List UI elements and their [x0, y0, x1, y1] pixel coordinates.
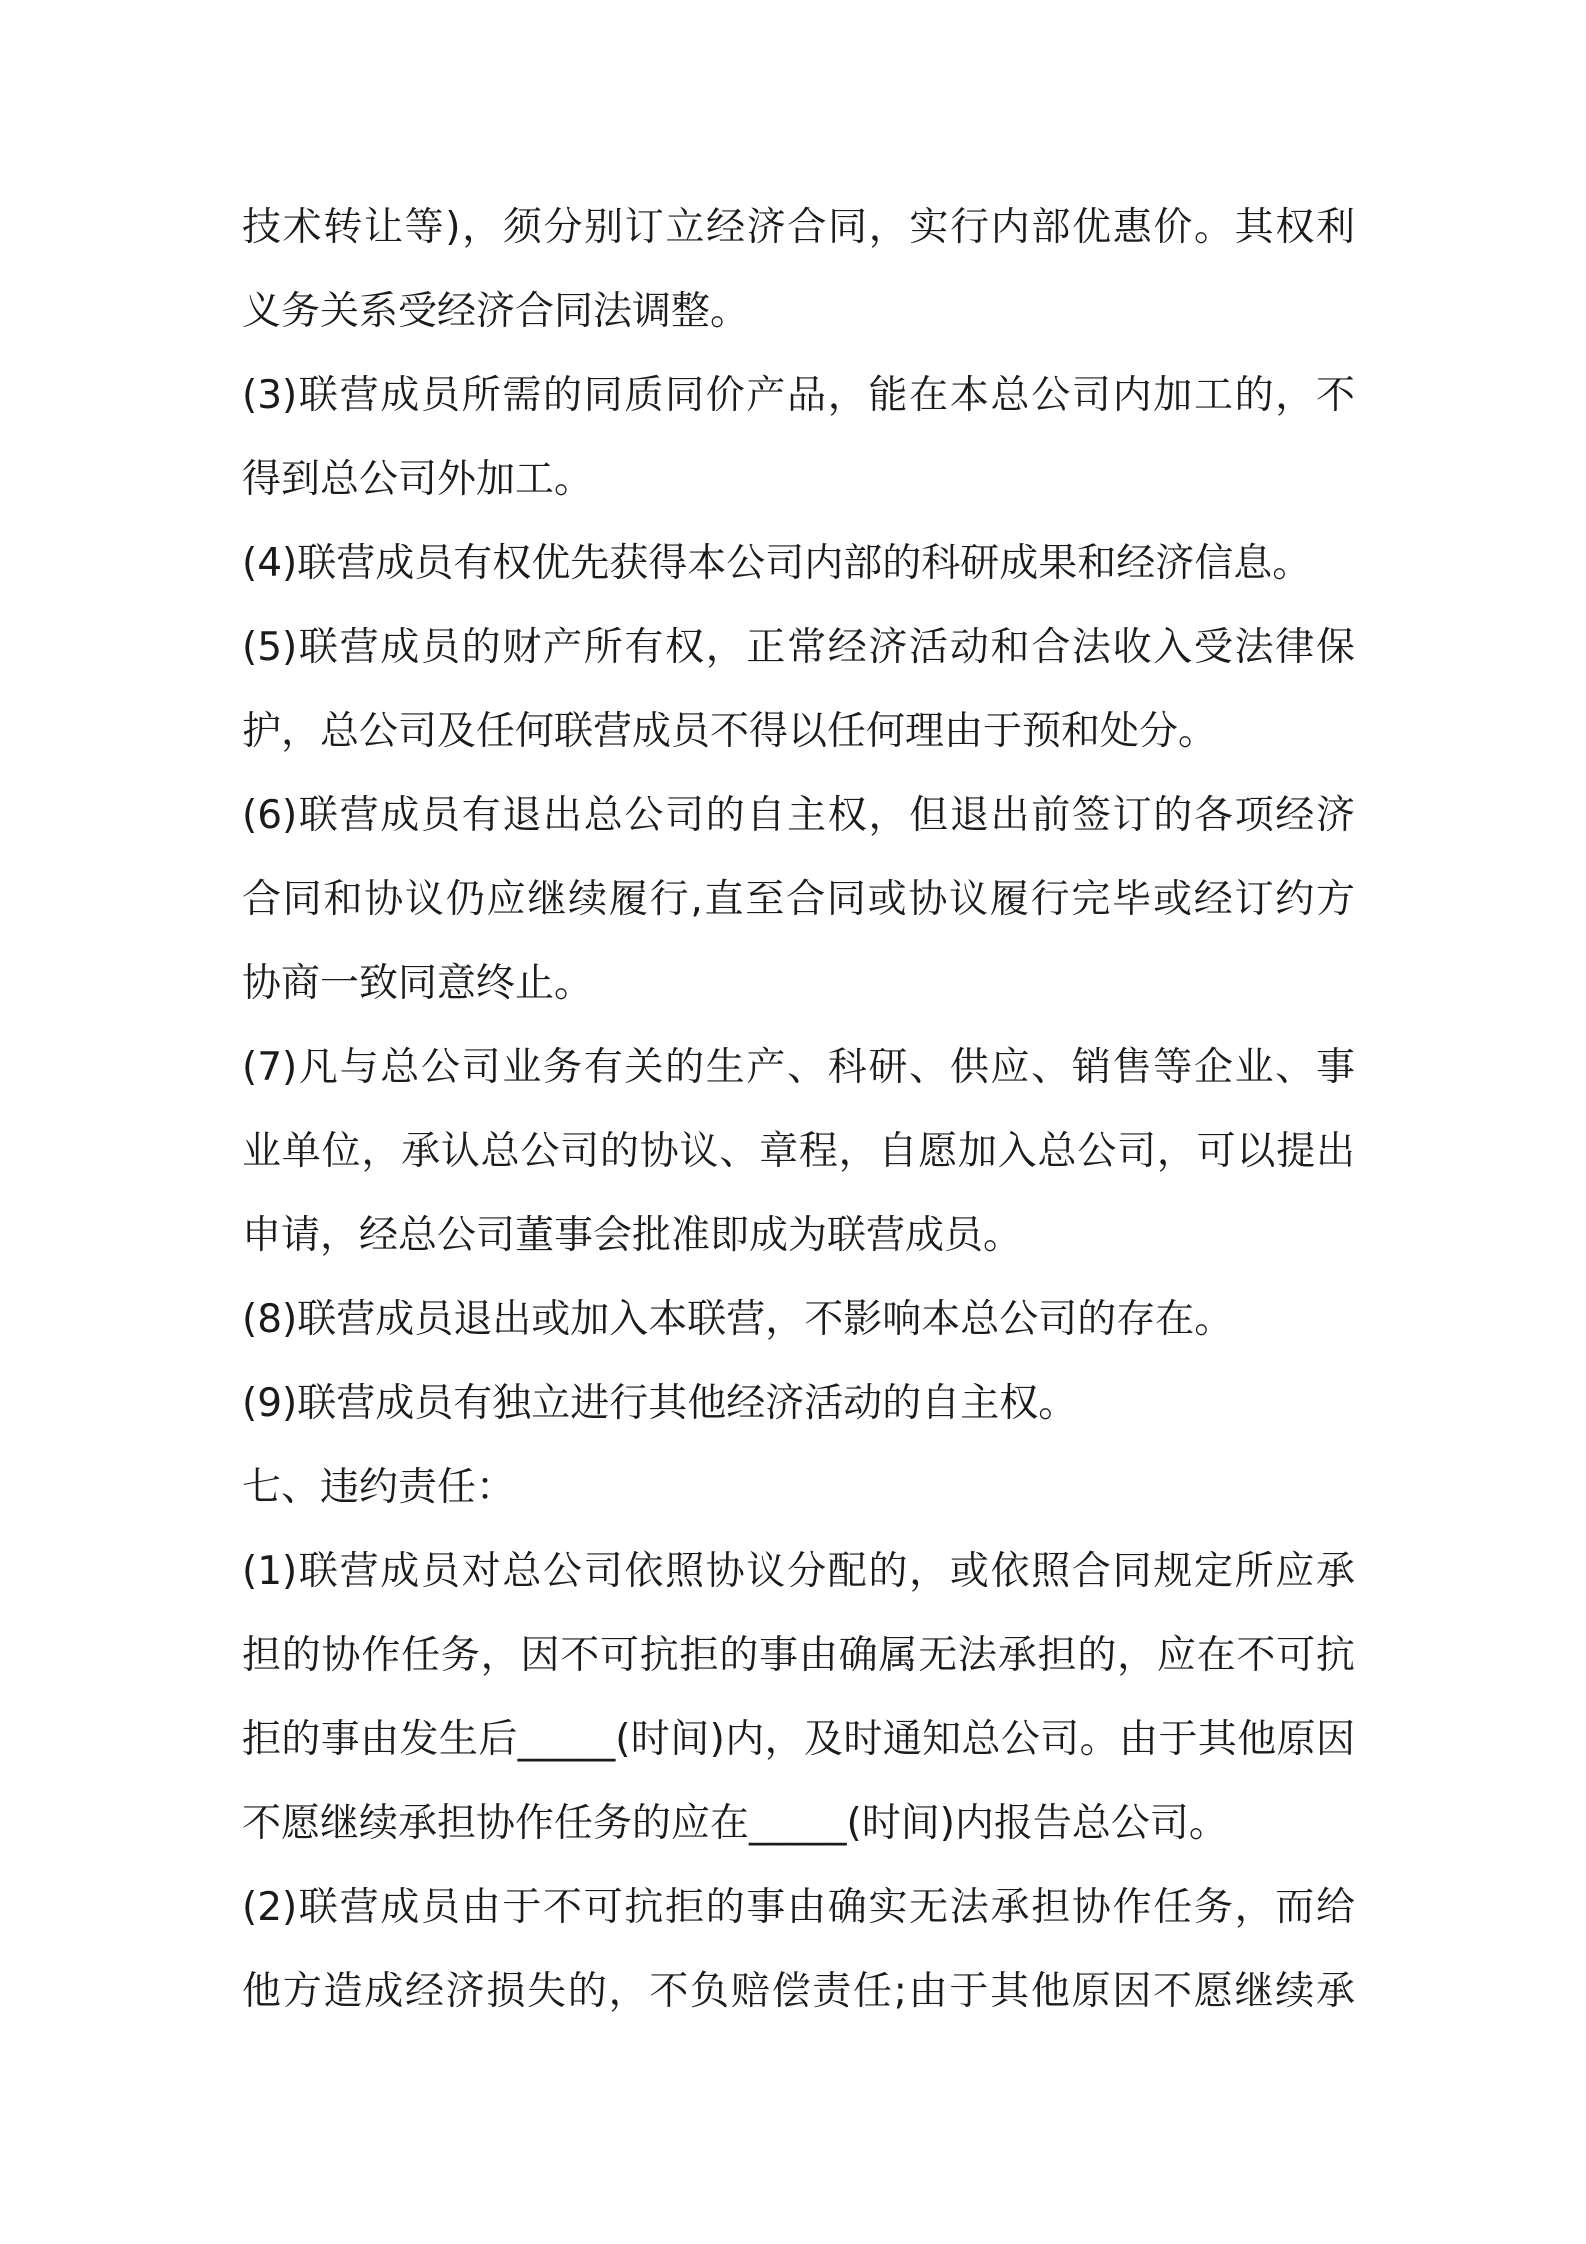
section-heading	[242, 1446, 1355, 1530]
paragraph-clause-2	[242, 1866, 1355, 2034]
paragraph-item-9	[242, 1362, 1355, 1446]
paragraph-item-3	[242, 354, 1355, 522]
text-line: 业单位，承认总公司的协议、章程，自愿加入总公司，可以提出	[242, 1129, 1355, 1174]
text-line: (1)联营成员对总公司依照协议分配的，或依照合同规定所应承	[242, 1549, 1355, 1594]
text-line: 技术转让等)，须分别订立经济合同，实行内部优惠价。其权利	[242, 205, 1355, 250]
paragraph-item-4	[242, 522, 1355, 606]
text-line: 护，总公司及任何联营成员不得以任何理由于预和处分。	[242, 709, 1218, 754]
text-line: (7)凡与总公司业务有关的生产、科研、供应、销售等企业、事	[242, 1045, 1355, 1090]
paragraph-item-7	[242, 1026, 1355, 1278]
paragraph-item-6	[242, 774, 1355, 1026]
text-line: 协商一致同意终止。	[242, 961, 594, 1006]
text-line: (8)联营成员退出或加入本联营，不影响本总公司的存在。	[242, 1297, 1234, 1342]
paragraph-item-5	[242, 606, 1355, 774]
text-line: 不愿继续承担协作任务的应在_____(时间)内报告总公司。	[242, 1801, 1228, 1846]
text-line: (6)联营成员有退出总公司的自主权，但退出前签订的各项经济	[242, 793, 1355, 838]
text-line: (9)联营成员有独立进行其他经济活动的自主权。	[242, 1381, 1078, 1426]
text-line: 拒的事由发生后_____(时间)内，及时通知总公司。由于其他原因	[242, 1717, 1355, 1762]
text-line: (2)联营成员由于不可抗拒的事由确实无法承担协作任务，而给	[242, 1885, 1355, 1930]
section-heading-text: 七、违约责任：	[242, 1465, 516, 1510]
paragraph-continuation	[242, 186, 1355, 354]
paragraph-item-8	[242, 1278, 1355, 1362]
paragraph-clause-1	[242, 1530, 1355, 1866]
text-line: (3)联营成员所需的同质同价产品，能在本总公司内加工的，不	[242, 373, 1355, 418]
text-line: 合同和协议仍应继续履行,直至合同或协议履行完毕或经订约方	[242, 877, 1355, 922]
text-line: 得到总公司外加工。	[242, 457, 594, 502]
text-line: (5)联营成员的财产所有权，正常经济活动和合法收入受法律保	[242, 625, 1355, 670]
text-line: 义务关系受经济合同法调整。	[242, 289, 750, 334]
document-body	[242, 186, 1355, 2034]
text-line: 他方造成经济损失的，不负赔偿责任;由于其他原因不愿继续承	[242, 1969, 1355, 2014]
text-line: (4)联营成员有权优先获得本公司内部的科研成果和经济信息。	[242, 541, 1312, 586]
text-line: 担的协作任务，因不可抗拒的事由确属无法承担的，应在不可抗	[242, 1633, 1355, 1678]
text-line: 申请，经总公司董事会批准即成为联营成员。	[242, 1213, 1023, 1258]
